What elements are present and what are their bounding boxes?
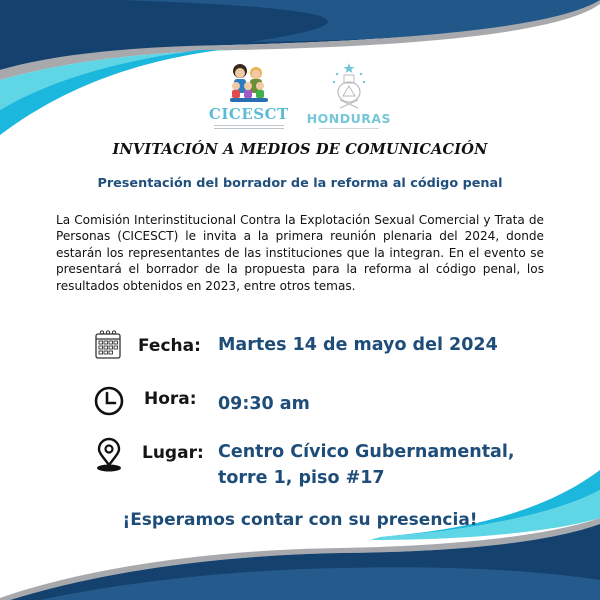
page-subtitle: Presentación del borrador de la reforma al código penal <box>97 176 503 191</box>
cicesct-tagline-2 <box>214 128 284 129</box>
page-title: INVITACIÓN A MEDIOS DE COMUNICACIÓN <box>112 141 488 158</box>
honduras-logo <box>307 62 391 129</box>
location-pin-icon <box>92 437 126 475</box>
place-value-line1: Centro Cívico Gubernamental, <box>218 442 515 462</box>
invitation-paragraph: La Comisión Interinstitucional Contra la Explotación Sexual Comercial y Trata de Personas (CICESCT) le invita a la primera reunión plenaria del 2024, donde estarán los representantes de las instituciones que la integran. En el evento se presentará el borrador de la propuesta para la reforma al código penal, los resultados obtenidos en 2023, entre otros temas. <box>56 213 544 293</box>
closing-message: ¡Esperamos contar con su presencia! <box>122 510 478 530</box>
cicesct-tagline <box>214 125 284 126</box>
place-label: Lugar: <box>142 443 204 463</box>
place-row <box>92 437 515 488</box>
cicesct-wordmark: CICESCT <box>208 105 289 123</box>
cicesct-logo <box>209 62 289 129</box>
time-label: Hora: <box>144 389 197 409</box>
logos <box>0 62 600 129</box>
date-label: Fecha: <box>138 336 201 356</box>
honduras-tagline <box>319 128 379 129</box>
time-row <box>92 384 310 418</box>
clock-icon <box>92 384 126 418</box>
date-value: Martes 14 de mayo del 2024 <box>218 335 498 355</box>
family-icon <box>226 62 272 104</box>
honduras-wordmark: HONDURAS <box>306 111 392 126</box>
place-value-line2: torre 1, piso #17 <box>218 468 385 488</box>
time-value: 09:30 am <box>218 394 310 414</box>
coat-of-arms-icon <box>326 62 372 110</box>
calendar-icon <box>92 328 126 362</box>
date-row <box>92 328 498 362</box>
